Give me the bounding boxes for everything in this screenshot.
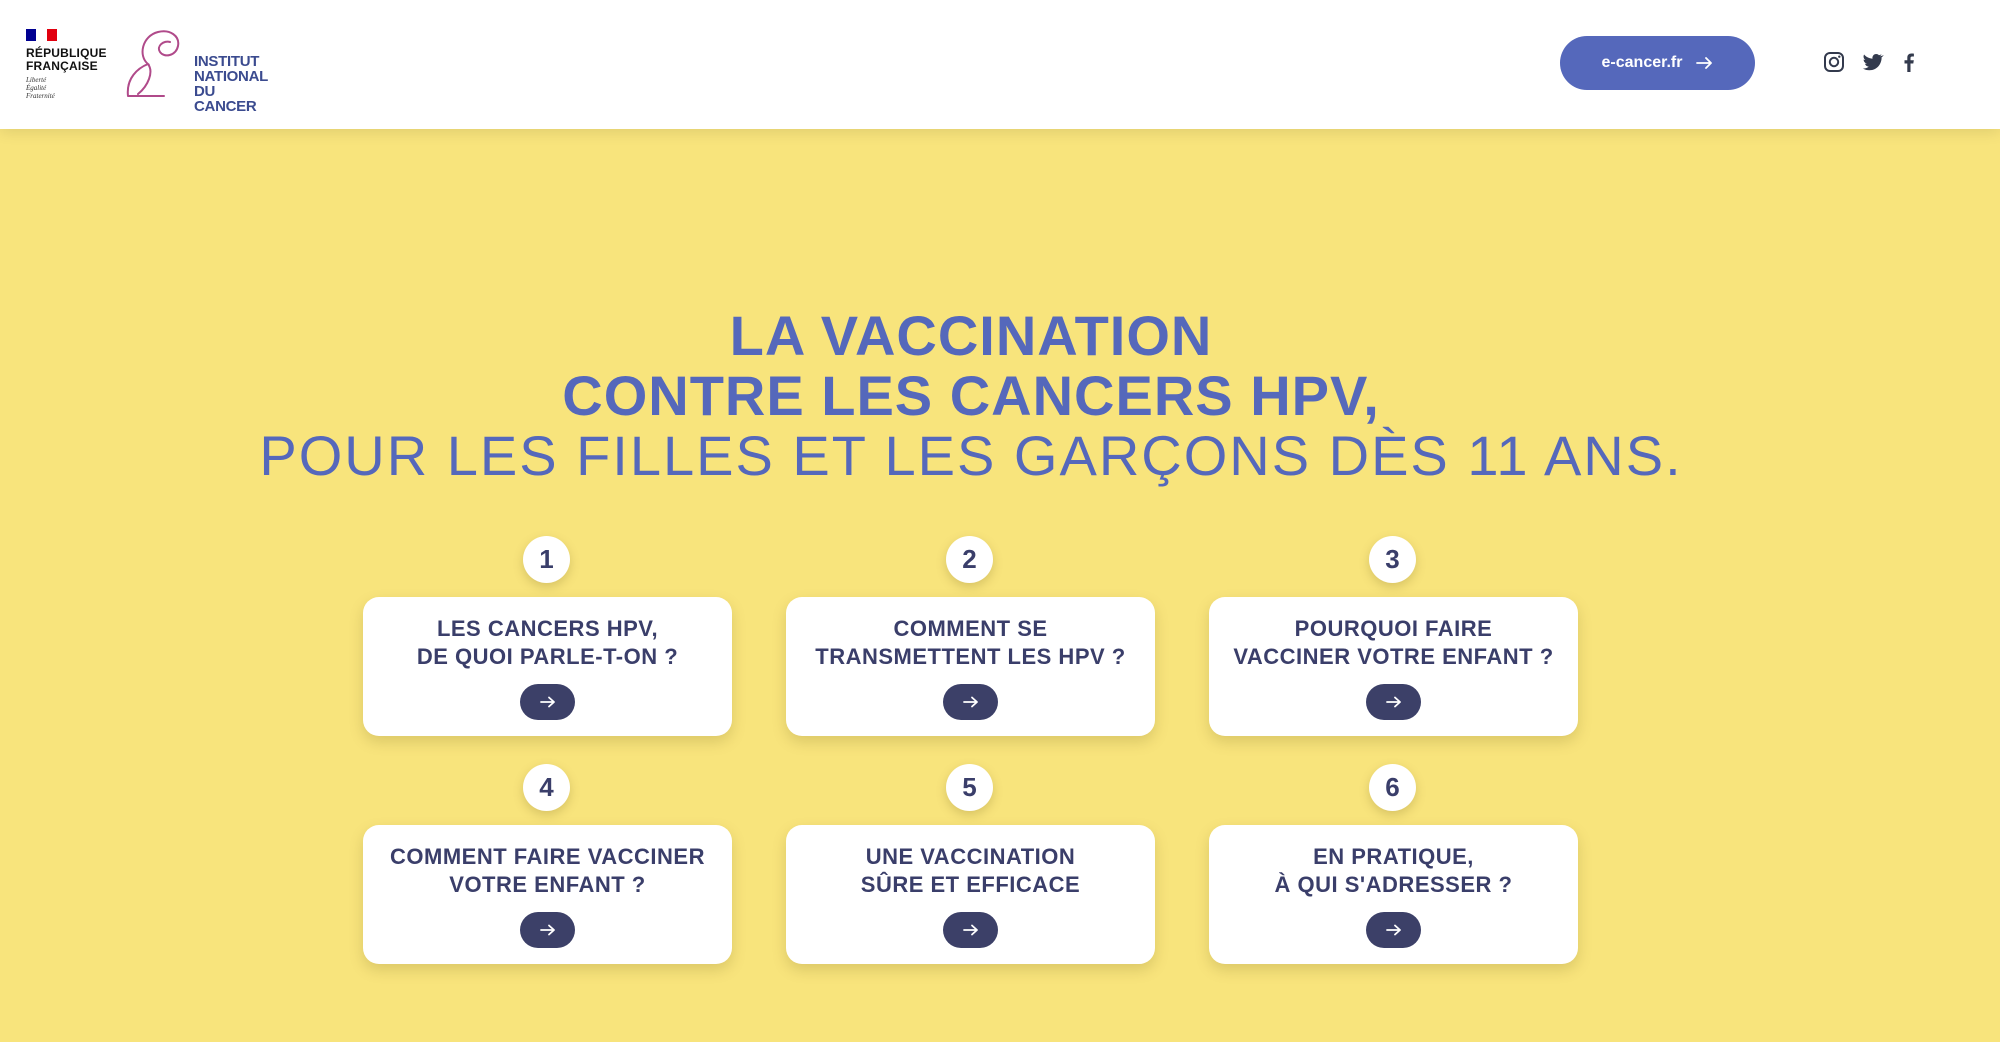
arrow-right-icon [1696, 57, 1713, 69]
french-flag-icon [26, 29, 57, 41]
step-badge-5: 5 [946, 764, 993, 811]
card-arrow-button[interactable] [520, 684, 575, 720]
step-badge-2: 2 [946, 536, 993, 583]
motto-fraternite: Fraternité [26, 92, 55, 100]
motto-egalite: Égalité [26, 84, 47, 92]
card-arrow-button[interactable] [943, 912, 998, 948]
republique-francaise-logo[interactable] [26, 29, 116, 100]
republique-line1: RÉPUBLIQUE [26, 46, 107, 60]
step-badge-3: 3 [1369, 536, 1416, 583]
title-line-1: LA VACCINATION [729, 304, 1213, 367]
card-title-line1: COMMENT FAIRE VACCINER [390, 844, 705, 869]
card-les-cancers-hpv[interactable] [363, 597, 732, 736]
card-title-line1: LES CANCERS HPV, [436, 616, 659, 641]
inca-line3: DU CANCER [194, 83, 257, 115]
card-title-line2: TRANSMETTENT LES HPV ? [815, 644, 1126, 669]
step-badge-1: 1 [523, 536, 570, 583]
card-vaccination-sure[interactable] [786, 825, 1155, 964]
arrow-right-icon [1386, 924, 1402, 936]
card-title-line2: DE QUOI PARLE-T-ON ? [416, 644, 679, 669]
inca-line2: NATIONAL [194, 68, 268, 85]
card-title-line2: SÛRE ET EFFICACE [860, 872, 1081, 897]
card-transmission-hpv[interactable] [786, 597, 1155, 736]
arrow-right-icon [540, 696, 556, 708]
arrow-right-icon [963, 924, 979, 936]
card-pourquoi-vacciner[interactable] [1209, 597, 1578, 736]
arrow-right-icon [963, 696, 979, 708]
arrow-right-icon [1386, 696, 1402, 708]
title-line-2: CONTRE LES CANCERS HPV, [562, 364, 1380, 427]
title-line-3: POUR LES FILLES ET LES GARÇONS DÈS 11 ANS. [259, 424, 1683, 487]
card-title-line2: VOTRE ENFANT ? [449, 872, 646, 897]
e-cancer-label: e-cancer.fr [1601, 54, 1683, 71]
facebook-icon[interactable] [1897, 50, 1921, 74]
card-title-line1: UNE VACCINATION [865, 844, 1076, 869]
card-comment-vacciner[interactable] [363, 825, 732, 964]
card-arrow-button[interactable] [520, 912, 575, 948]
card-title-line1: COMMENT SE [893, 616, 1048, 641]
e-cancer-link-button[interactable] [1560, 36, 1755, 90]
arrow-right-icon [540, 924, 556, 936]
instagram-icon[interactable] [1822, 50, 1846, 74]
republique-line2: FRANÇAISE [26, 59, 98, 73]
card-title-line2: VACCINER VOTRE ENFANT ? [1233, 644, 1554, 669]
motto-liberte: Liberté [26, 76, 47, 84]
card-title-line2: À QUI S'ADRESSER ? [1274, 872, 1513, 897]
inca-line1: INSTITUT [194, 53, 260, 70]
card-title-line1: EN PRATIQUE, [1313, 844, 1474, 869]
twitter-icon[interactable] [1860, 50, 1884, 74]
card-arrow-button[interactable] [1366, 684, 1421, 720]
step-badge-6: 6 [1369, 764, 1416, 811]
step-badge-4: 4 [523, 764, 570, 811]
inca-logo[interactable] [124, 28, 268, 115]
card-title-line1: POURQUOI FAIRE [1294, 616, 1493, 641]
site-header [0, 0, 2000, 129]
card-arrow-button[interactable] [943, 684, 998, 720]
card-arrow-button[interactable] [1366, 912, 1421, 948]
card-en-pratique[interactable] [1209, 825, 1578, 964]
page-title [0, 306, 1942, 486]
